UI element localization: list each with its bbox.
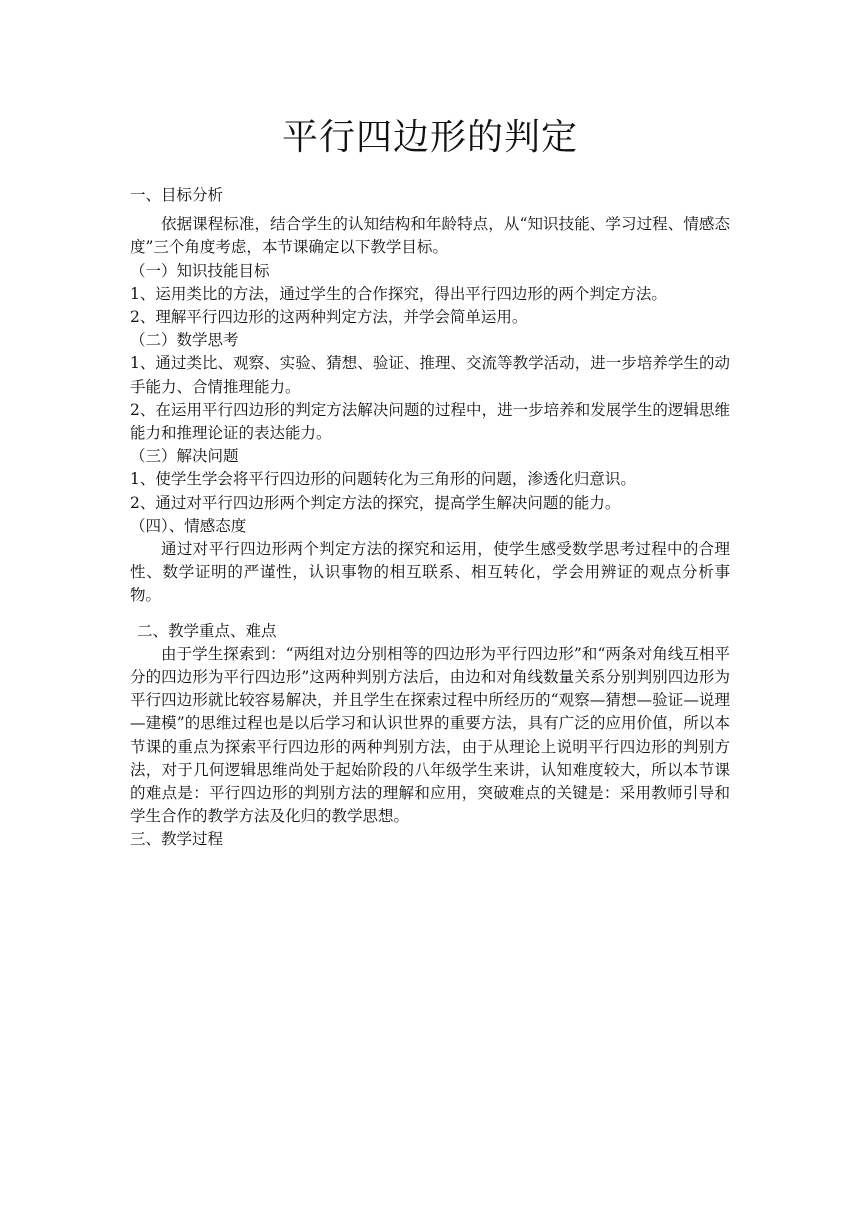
goals-intro-paragraph: 依据课程标准，结合学生的认知结构和年龄特点，从“知识技能、学习过程、情感态度”三个角度考虑，本节课确定以下教学目标。 [130, 215, 730, 257]
list-item: 1、使学生学会将平行四边形的问题转化为三角形的问题，渗透化归意识。 [130, 470, 636, 489]
subsection-heading-math-thinking: （二）数学思考 [130, 331, 239, 350]
key-points-paragraph: 由于学生探索到：“两组对边分别相等的四边形为平行四边形”和“两条对角线互相平分的四边形为平行四边形”这两种判别方法后，由边和对角线数量关系分别判别四边形为平行四边形就比较容易解决，并且学生在探索过程中所经历的“观察—猜想—验证—说理—建模”的思维过程也是以后学习和认识世界的重要方法，具有广泛的应用价值，所以本节课的重点为探索平行四边形的两种判别方法，由于从理论上说明平行四边形的判别方法，对于几何逻辑思维尚处于起始阶段的八年级学生来讲，认知难度较大，所以本节课的难点是：平行四边形的判别方法的理解和应用，突破难点的关键是：采用教师引导和学生合作的教学方法及化归的教学思想。 [130, 644, 730, 826]
page-title: 平行四边形的判定 [281, 117, 578, 158]
list-item: 2、通过对平行四边形两个判定方法的探究，提高学生解决问题的能力。 [130, 493, 621, 512]
list-item: 2、理解平行四边形的这两种判定方法，并学会简单运用。 [130, 308, 528, 327]
section-heading-goals: 一、目标分析 [130, 186, 224, 204]
subsection-heading-attitude: （四）、情感态度 [130, 516, 247, 535]
subsection-heading-problem-solving: （三）解决问题 [130, 447, 239, 466]
list-item: 2、在运用平行四边形的判定方法解决问题的过程中，进一步培养和发展学生的逻辑思维能力和推理论证的表达能力。 [130, 400, 730, 443]
subsection-heading-knowledge: （一）知识技能目标 [130, 261, 270, 280]
attitude-paragraph: 通过对平行四边形两个判定方法的探究和运用，使学生感受数学思考过程中的合理性、数学证明的严谨性，认识事物的相互联系、相互转化，学会用辨证的观点分析事物。 [130, 540, 730, 605]
section-heading-process: 三、教学过程 [130, 830, 224, 849]
document-page [130, 112, 730, 852]
list-item: 1、通过类比、观察、实验、猜想、验证、推理、交流等教学活动，进一步培养学生的动手能力、合情推理能力。 [130, 354, 730, 396]
list-item: 1、运用类比的方法，通过学生的合作探究，得出平行四边形的两个判定方法。 [130, 284, 667, 303]
section-heading-key-points: 二、教学重点、难点 [137, 621, 277, 640]
